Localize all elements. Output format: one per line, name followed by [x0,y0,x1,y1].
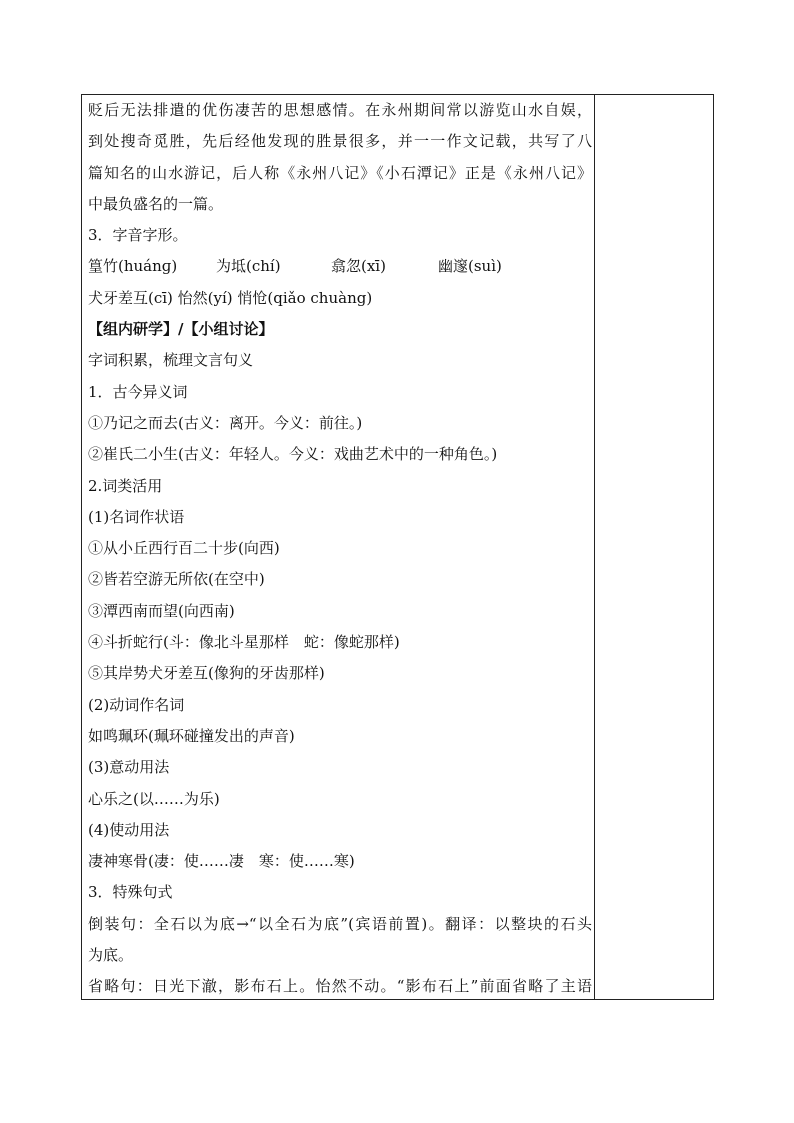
text-line: 心乐之(以……为乐) [88,789,220,808]
pronunciation-item: 翕忽(xī) [331,257,386,276]
text-line: ④斗折蛇行(斗：像北斗星那样 蛇：像蛇那样) [88,633,400,652]
pronunciation-item: 为坻(chí) [216,257,281,276]
pronunciation-row [88,251,592,282]
text-line: ⑤其岸势犬牙差互(像狗的牙齿那样) [88,664,325,683]
text-line: ②崔氏二小生(古义：年轻人。今义：戏曲艺术中的一种角色。) [88,445,498,464]
text-line: 字词积累，梳理文言句义 [88,351,254,370]
main-column [88,95,592,1003]
text-line: 凄神寒骨(凄：使……凄 寒：使……寒) [88,852,355,871]
section-heading: 1．古今异义词 [88,382,188,401]
section-heading: 3．字音字形。 [88,226,188,245]
notes-column [595,95,713,999]
subsection-heading: (4)使动用法 [88,820,170,839]
content-table [81,94,714,1000]
text-line: 中最负盛名的一篇。 [88,194,224,213]
pronunciation-row: 犬牙差互(cī) 怡然(yí) 悄怆(qiǎo chuàng) [88,288,373,307]
subsection-heading: (1)名词作状语 [88,507,185,526]
section-heading: 3．特殊句式 [88,883,173,902]
activity-heading: 【组内研学】/【小组讨论】 [88,320,274,339]
pronunciation-item: 篁竹(huánɡ) [88,257,178,276]
section-heading: 2.词类活用 [88,476,163,495]
text-line: 省略句：日光下澈，影布石上。怡然不动。“影布石上”前面省略了主语 [88,977,592,996]
text-line: ③潭西南而望(向西南) [88,601,235,620]
text-line: ②皆若空游无所依(在空中) [88,570,265,589]
text-line: 到处搜奇觅胜，先后经他发现的胜景很多，并一一作文记载，共写了八 [88,132,592,151]
text-line: ①乃记之而去(古义：离开。今义：前往。) [88,413,363,432]
text-line: 篇知名的山水游记，后人称《永州八记》《小石潭记》正是《永州八记》 [88,163,592,182]
text-line: 如鸣珮环(珮环碰撞发出的声音) [88,726,295,745]
text-line: 为底。 [88,946,134,965]
pronunciation-item: 幽邃(suì) [438,257,502,276]
text-line: ①从小丘西行百二十步(向西) [88,539,280,558]
text-line: 贬后无法排遣的优伤凄苦的思想感情。在永州期间常以游览山水自娱， [88,101,592,119]
subsection-heading: (3)意动用法 [88,758,170,777]
subsection-heading: (2)动词作名词 [88,695,185,714]
text-line: 倒装句：全石以为底→“以全石为底”(宾语前置)。翻译：以整块的石头 [88,914,592,933]
